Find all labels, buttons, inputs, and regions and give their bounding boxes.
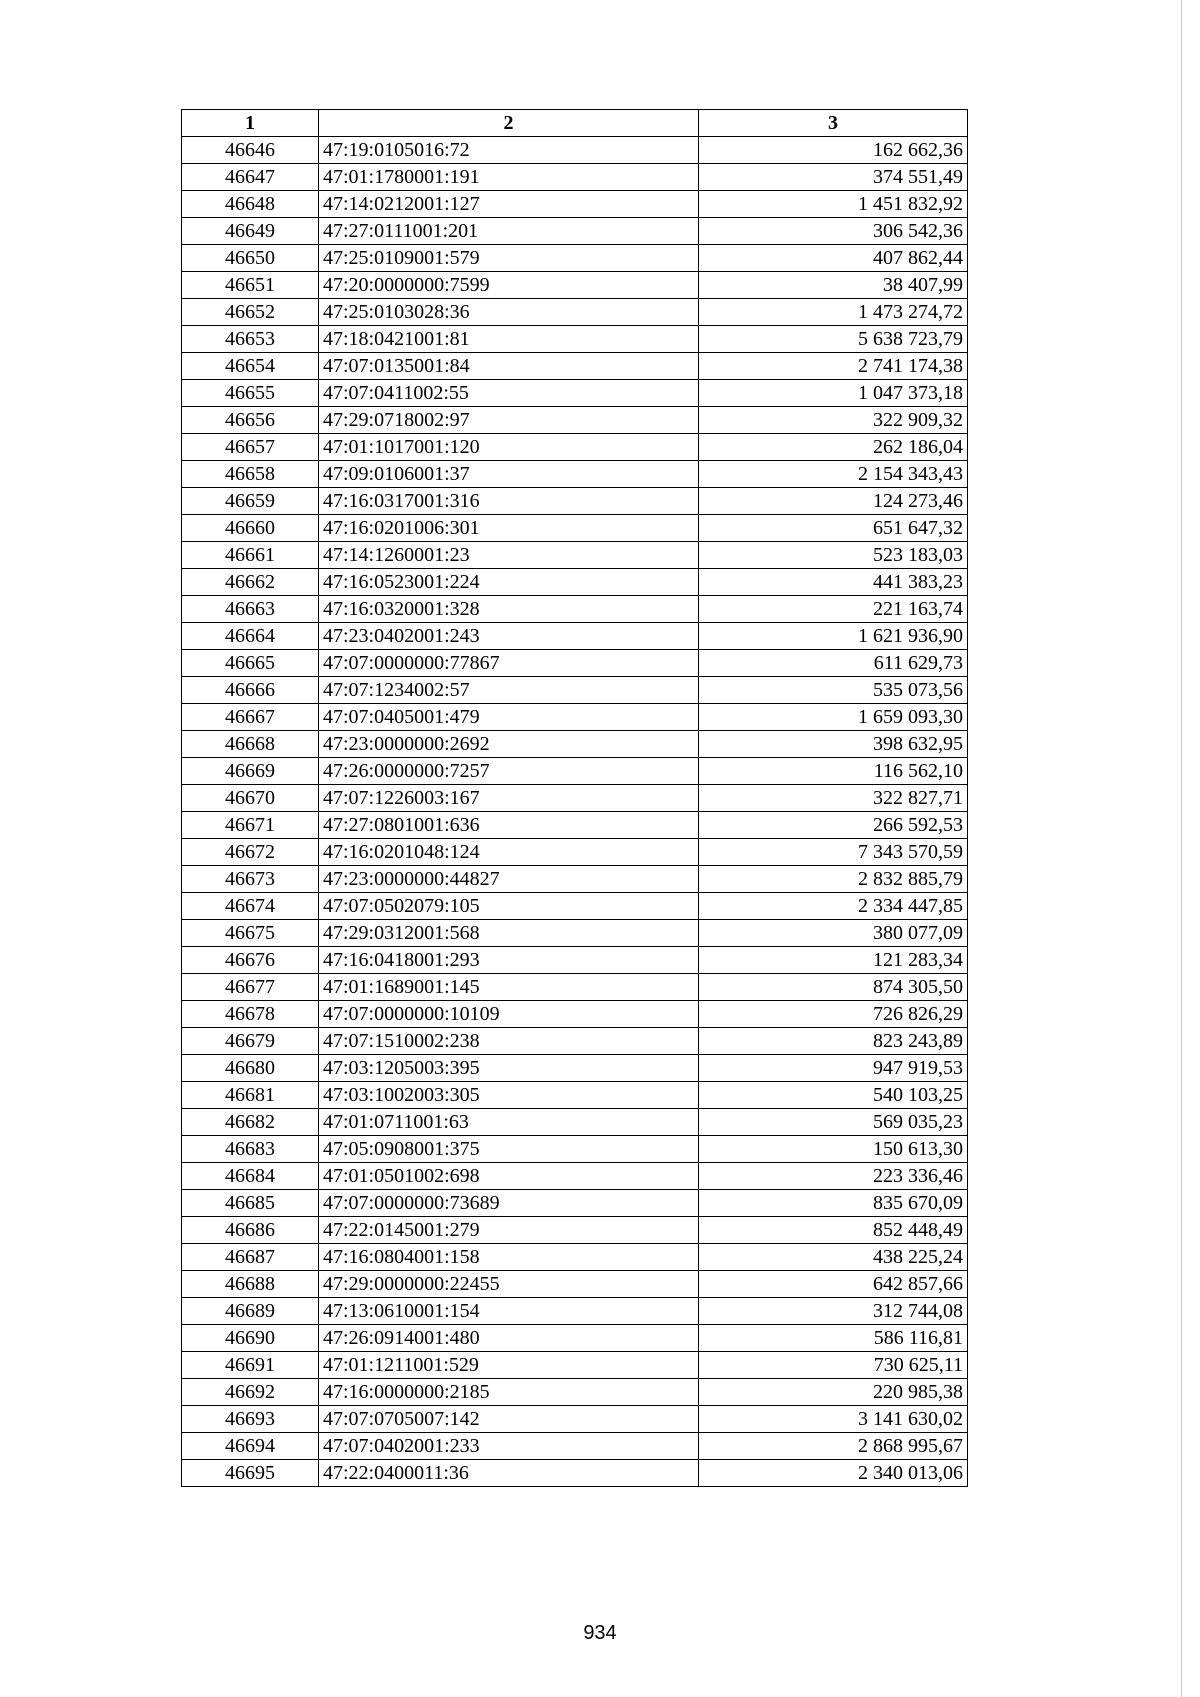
cadastral-number-cell: 47:29:0312001:568: [319, 920, 699, 947]
table-row: [182, 920, 968, 947]
table-row: [182, 596, 968, 623]
table-row: [182, 461, 968, 488]
cadastral-number-cell: 47:16:0418001:293: [319, 947, 699, 974]
row-number-cell: 46649: [182, 218, 319, 245]
cadastral-number-cell: 47:23:0000000:44827: [319, 866, 699, 893]
table-body: [182, 137, 968, 1487]
value-cell: 1 473 274,72: [699, 299, 968, 326]
row-number-cell: 46665: [182, 650, 319, 677]
table-row: [182, 1433, 968, 1460]
cadastral-number-cell: 47:01:1780001:191: [319, 164, 699, 191]
value-cell: 441 383,23: [699, 569, 968, 596]
row-number-cell: 46694: [182, 1433, 319, 1460]
cadastral-number-cell: 47:03:1002003:305: [319, 1082, 699, 1109]
row-number-cell: 46677: [182, 974, 319, 1001]
table-row: [182, 1325, 968, 1352]
cadastral-number-cell: 47:07:1234002:57: [319, 677, 699, 704]
table-row: [182, 488, 968, 515]
table-row: [182, 704, 968, 731]
table-row: [182, 1163, 968, 1190]
value-cell: 7 343 570,59: [699, 839, 968, 866]
value-cell: 38 407,99: [699, 272, 968, 299]
row-number-cell: 46693: [182, 1406, 319, 1433]
value-cell: 1 659 093,30: [699, 704, 968, 731]
cadastral-number-cell: 47:27:0801001:636: [319, 812, 699, 839]
value-cell: 3 141 630,02: [699, 1406, 968, 1433]
table-row: [182, 515, 968, 542]
row-number-cell: 46689: [182, 1298, 319, 1325]
cadastral-number-cell: 47:07:0402001:233: [319, 1433, 699, 1460]
table-row: [182, 1406, 968, 1433]
value-cell: 322 909,32: [699, 407, 968, 434]
row-number-cell: 46660: [182, 515, 319, 542]
cadastral-number-cell: 47:16:0804001:158: [319, 1244, 699, 1271]
value-cell: 223 336,46: [699, 1163, 968, 1190]
row-number-cell: 46671: [182, 812, 319, 839]
cadastral-number-cell: 47:05:0908001:375: [319, 1136, 699, 1163]
cadastral-number-cell: 47:16:0201006:301: [319, 515, 699, 542]
cadastral-number-cell: 47:23:0000000:2692: [319, 731, 699, 758]
table-row: [182, 137, 968, 164]
value-cell: 150 613,30: [699, 1136, 968, 1163]
table-row: [182, 542, 968, 569]
value-cell: 523 183,03: [699, 542, 968, 569]
table-row: [182, 245, 968, 272]
table-row: [182, 1244, 968, 1271]
cadastral-number-cell: 47:01:0711001:63: [319, 1109, 699, 1136]
value-cell: 220 985,38: [699, 1379, 968, 1406]
table-header-row: [182, 110, 968, 137]
row-number-cell: 46675: [182, 920, 319, 947]
table-row: [182, 326, 968, 353]
page-number: 934: [583, 1622, 617, 1644]
cadastral-number-cell: 47:16:0317001:316: [319, 488, 699, 515]
value-cell: 116 562,10: [699, 758, 968, 785]
table-row: [182, 893, 968, 920]
table-row: [182, 1082, 968, 1109]
row-number-cell: 46667: [182, 704, 319, 731]
cadastral-number-cell: 47:23:0402001:243: [319, 623, 699, 650]
value-cell: 322 827,71: [699, 785, 968, 812]
value-cell: 1 451 832,92: [699, 191, 968, 218]
row-number-cell: 46682: [182, 1109, 319, 1136]
table-row: [182, 1298, 968, 1325]
cadastral-number-cell: 47:16:0523001:224: [319, 569, 699, 596]
table-row: [182, 1136, 968, 1163]
row-number-cell: 46654: [182, 353, 319, 380]
value-cell: 2 154 343,43: [699, 461, 968, 488]
row-number-cell: 46657: [182, 434, 319, 461]
value-cell: 852 448,49: [699, 1217, 968, 1244]
cadastral-number-cell: 47:01:0501002:698: [319, 1163, 699, 1190]
cadastral-number-cell: 47:16:0320001:328: [319, 596, 699, 623]
row-number-cell: 46681: [182, 1082, 319, 1109]
row-number-cell: 46669: [182, 758, 319, 785]
cadastral-number-cell: 47:03:1205003:395: [319, 1055, 699, 1082]
row-number-cell: 46656: [182, 407, 319, 434]
cadastral-number-cell: 47:26:0000000:7257: [319, 758, 699, 785]
page-edge-divider: [1181, 0, 1182, 1697]
table-row: [182, 866, 968, 893]
value-cell: 266 592,53: [699, 812, 968, 839]
table-row: [182, 1460, 968, 1487]
row-number-cell: 46678: [182, 1001, 319, 1028]
table-row: [182, 1001, 968, 1028]
cadastral-number-cell: 47:25:0109001:579: [319, 245, 699, 272]
row-number-cell: 46670: [182, 785, 319, 812]
row-number-cell: 46692: [182, 1379, 319, 1406]
value-cell: 121 283,34: [699, 947, 968, 974]
row-number-cell: 46662: [182, 569, 319, 596]
table-row: [182, 299, 968, 326]
value-cell: 1 047 373,18: [699, 380, 968, 407]
row-number-cell: 46663: [182, 596, 319, 623]
table-row: [182, 1217, 968, 1244]
row-number-cell: 46668: [182, 731, 319, 758]
cadastral-number-cell: 47:14:1260001:23: [319, 542, 699, 569]
row-number-cell: 46673: [182, 866, 319, 893]
cadastral-number-cell: 47:07:1226003:167: [319, 785, 699, 812]
table-row: [182, 272, 968, 299]
cadastral-number-cell: 47:07:0000000:73689: [319, 1190, 699, 1217]
value-cell: 312 744,08: [699, 1298, 968, 1325]
table-row: [182, 164, 968, 191]
table-row: [182, 1352, 968, 1379]
table-row: [182, 380, 968, 407]
cadastral-number-cell: 47:01:1211001:529: [319, 1352, 699, 1379]
value-cell: 124 273,46: [699, 488, 968, 515]
row-number-cell: 46650: [182, 245, 319, 272]
row-number-cell: 46653: [182, 326, 319, 353]
data-table: [181, 109, 968, 1487]
row-number-cell: 46680: [182, 1055, 319, 1082]
row-number-cell: 46679: [182, 1028, 319, 1055]
row-number-cell: 46646: [182, 137, 319, 164]
row-number-cell: 46652: [182, 299, 319, 326]
table-row: [182, 353, 968, 380]
row-number-cell: 46690: [182, 1325, 319, 1352]
column-header-3: 3: [699, 110, 968, 137]
row-number-cell: 46691: [182, 1352, 319, 1379]
value-cell: 651 647,32: [699, 515, 968, 542]
cadastral-number-cell: 47:29:0000000:22455: [319, 1271, 699, 1298]
cadastral-number-cell: 47:22:0145001:279: [319, 1217, 699, 1244]
value-cell: 611 629,73: [699, 650, 968, 677]
value-cell: 2 741 174,38: [699, 353, 968, 380]
cadastral-number-cell: 47:01:1017001:120: [319, 434, 699, 461]
value-cell: 726 826,29: [699, 1001, 968, 1028]
table-row: [182, 569, 968, 596]
value-cell: 5 638 723,79: [699, 326, 968, 353]
value-cell: 162 662,36: [699, 137, 968, 164]
table-row: [182, 974, 968, 1001]
row-number-cell: 46688: [182, 1271, 319, 1298]
row-number-cell: 46648: [182, 191, 319, 218]
row-number-cell: 46651: [182, 272, 319, 299]
cadastral-number-cell: 47:07:0135001:84: [319, 353, 699, 380]
row-number-cell: 46659: [182, 488, 319, 515]
cadastral-number-cell: 47:29:0718002:97: [319, 407, 699, 434]
cadastral-number-cell: 47:01:1689001:145: [319, 974, 699, 1001]
value-cell: 730 625,11: [699, 1352, 968, 1379]
row-number-cell: 46684: [182, 1163, 319, 1190]
cadastral-number-cell: 47:07:0411002:55: [319, 380, 699, 407]
cadastral-number-cell: 47:18:0421001:81: [319, 326, 699, 353]
row-number-cell: 46666: [182, 677, 319, 704]
value-cell: 1 621 936,90: [699, 623, 968, 650]
column-header-2: 2: [319, 110, 699, 137]
cadastral-number-cell: 47:16:0201048:124: [319, 839, 699, 866]
table-row: [182, 434, 968, 461]
cadastral-number-cell: 47:19:0105016:72: [319, 137, 699, 164]
value-cell: 2 334 447,85: [699, 893, 968, 920]
table-row: [182, 731, 968, 758]
value-cell: 947 919,53: [699, 1055, 968, 1082]
value-cell: 874 305,50: [699, 974, 968, 1001]
row-number-cell: 46683: [182, 1136, 319, 1163]
row-number-cell: 46686: [182, 1217, 319, 1244]
row-number-cell: 46685: [182, 1190, 319, 1217]
value-cell: 2 832 885,79: [699, 866, 968, 893]
table-row: [182, 812, 968, 839]
value-cell: 407 862,44: [699, 245, 968, 272]
table-row: [182, 1028, 968, 1055]
value-cell: 438 225,24: [699, 1244, 968, 1271]
table-row: [182, 1271, 968, 1298]
cadastral-number-cell: 47:26:0914001:480: [319, 1325, 699, 1352]
row-number-cell: 46674: [182, 893, 319, 920]
value-cell: 221 163,74: [699, 596, 968, 623]
row-number-cell: 46658: [182, 461, 319, 488]
row-number-cell: 46664: [182, 623, 319, 650]
value-cell: 2 868 995,67: [699, 1433, 968, 1460]
table-row: [182, 677, 968, 704]
value-cell: 540 103,25: [699, 1082, 968, 1109]
cadastral-number-cell: 47:07:0000000:10109: [319, 1001, 699, 1028]
cadastral-number-cell: 47:14:0212001:127: [319, 191, 699, 218]
table-row: [182, 758, 968, 785]
row-number-cell: 46647: [182, 164, 319, 191]
value-cell: 262 186,04: [699, 434, 968, 461]
row-number-cell: 46655: [182, 380, 319, 407]
cadastral-number-cell: 47:07:0405001:479: [319, 704, 699, 731]
cadastral-number-cell: 47:16:0000000:2185: [319, 1379, 699, 1406]
value-cell: 586 116,81: [699, 1325, 968, 1352]
value-cell: 2 340 013,06: [699, 1460, 968, 1487]
value-cell: 306 542,36: [699, 218, 968, 245]
value-cell: 642 857,66: [699, 1271, 968, 1298]
cadastral-number-cell: 47:09:0106001:37: [319, 461, 699, 488]
row-number-cell: 46695: [182, 1460, 319, 1487]
cadastral-number-cell: 47:07:1510002:238: [319, 1028, 699, 1055]
table-row: [182, 947, 968, 974]
value-cell: 380 077,09: [699, 920, 968, 947]
table-row: [182, 1379, 968, 1406]
value-cell: 835 670,09: [699, 1190, 968, 1217]
cadastral-number-cell: 47:27:0111001:201: [319, 218, 699, 245]
cadastral-number-cell: 47:07:0000000:77867: [319, 650, 699, 677]
value-cell: 374 551,49: [699, 164, 968, 191]
row-number-cell: 46672: [182, 839, 319, 866]
cadastral-number-cell: 47:13:0610001:154: [319, 1298, 699, 1325]
table-row: [182, 839, 968, 866]
cadastral-number-cell: 47:07:0705007:142: [319, 1406, 699, 1433]
cadastral-number-cell: 47:20:0000000:7599: [319, 272, 699, 299]
row-number-cell: 46687: [182, 1244, 319, 1271]
table-row: [182, 1055, 968, 1082]
table-row: [182, 407, 968, 434]
value-cell: 569 035,23: [699, 1109, 968, 1136]
table-row: [182, 1109, 968, 1136]
value-cell: 398 632,95: [699, 731, 968, 758]
table-row: [182, 623, 968, 650]
cadastral-number-cell: 47:07:0502079:105: [319, 893, 699, 920]
cadastral-number-cell: 47:22:0400011:36: [319, 1460, 699, 1487]
row-number-cell: 46676: [182, 947, 319, 974]
table-row: [182, 650, 968, 677]
table-row: [182, 191, 968, 218]
value-cell: 535 073,56: [699, 677, 968, 704]
table-row: [182, 218, 968, 245]
table-row: [182, 785, 968, 812]
cadastral-number-cell: 47:25:0103028:36: [319, 299, 699, 326]
row-number-cell: 46661: [182, 542, 319, 569]
value-cell: 823 243,89: [699, 1028, 968, 1055]
table-row: [182, 1190, 968, 1217]
column-header-1: 1: [182, 110, 319, 137]
